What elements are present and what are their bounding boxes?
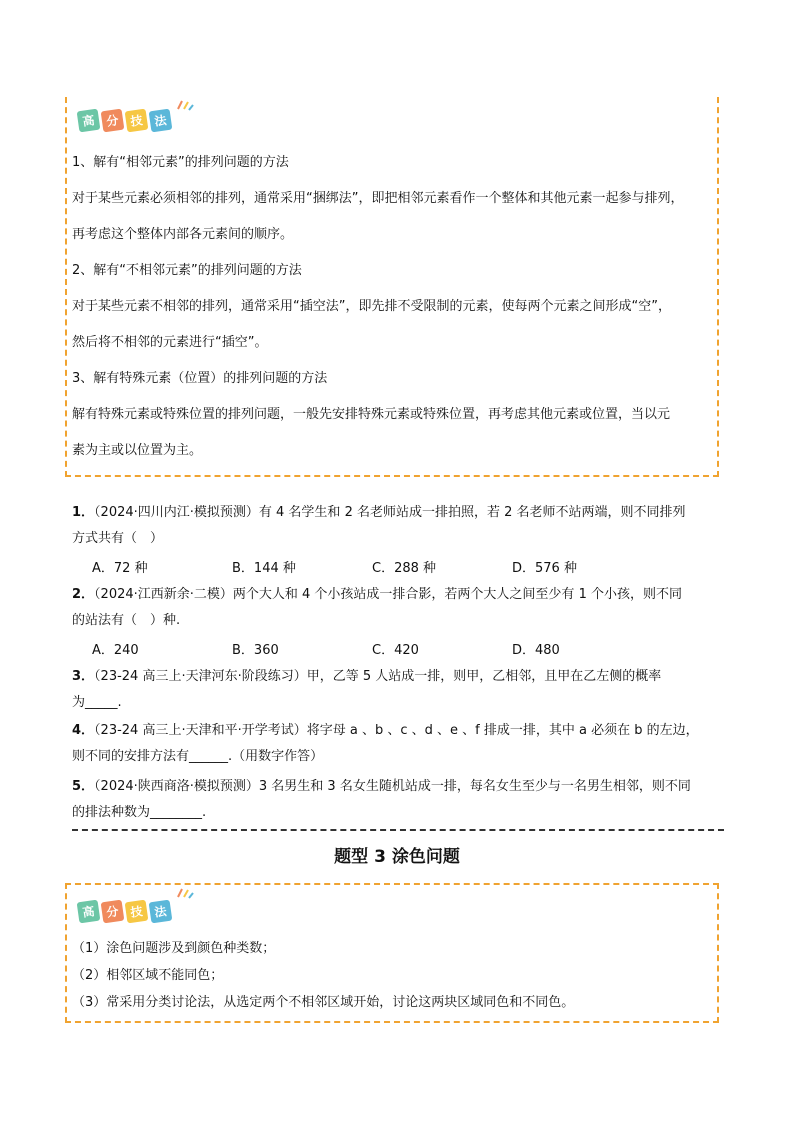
section-title: 题型 3 涂色问题 xyxy=(334,847,460,867)
option-c: C．288 种 xyxy=(372,561,437,576)
badge-tile: 高 xyxy=(77,109,101,133)
question-number: 1． xyxy=(72,505,95,520)
question-3 xyxy=(72,667,722,687)
question-number: 5． xyxy=(72,779,95,794)
question-text: （2024·陕西商洛·模拟预测）3 名男生和 3 名女生随机站成一排，每名女生至少与一名男生相邻，则不同 xyxy=(94,779,691,794)
question-text-cont: 方式共有（ ） xyxy=(72,531,164,546)
method-line: 解有特殊元素或特殊位置的排列问题，一般先安排特殊元素或特殊位置，再考虑其他元素或位置，当以元 xyxy=(72,407,671,422)
question-5 xyxy=(72,777,722,797)
option-a: A．72 种 xyxy=(92,561,148,576)
question-1 xyxy=(72,503,722,523)
badge-tile: 技 xyxy=(125,109,149,133)
question-1-options xyxy=(92,557,652,576)
method-line: （3）常采用分类讨论法，从选定两个不相邻区域开始，讨论这两块区域同色和不同色。 xyxy=(72,995,575,1010)
badge-tile: 分 xyxy=(101,109,125,133)
question-number: 4． xyxy=(72,723,95,738)
question-4 xyxy=(72,721,722,741)
method-line: 素为主或以位置为主。 xyxy=(72,443,203,458)
question-text: （2024·四川内江·模拟预测）有 4 名学生和 2 名老师站成一排拍照，若 2 名老师不站两端，则不同排列 xyxy=(94,505,686,520)
badge-tile: 法 xyxy=(149,900,173,924)
question-text: （2024·江西新余·二模）两个大人和 4 个小孩站成一排合影，若两个大人之间至少有 1 个小孩，则不同 xyxy=(94,587,682,602)
badge-tile: 法 xyxy=(149,109,173,133)
method-line: 对于某些元素必须相邻的排列，通常采用“捆绑法”，即把相邻元素看作一个整体和其他元素一起参与排列， xyxy=(72,191,684,206)
badge-tile: 技 xyxy=(125,900,149,924)
question-number: 2． xyxy=(72,587,95,602)
method-line: 3、解有特殊元素（位置）的排列问题的方法 xyxy=(72,371,328,386)
question-text: （23-24 高三上·天津河东·阶段练习）甲，乙等 5 人站成一排，则甲，乙相邻，且甲在乙左侧的概率 xyxy=(94,669,662,684)
question-number: 3． xyxy=(72,669,95,684)
high-score-badge-1 xyxy=(78,110,171,131)
option-b: B．144 种 xyxy=(232,561,296,576)
option-c: C．420 xyxy=(372,643,419,658)
method-line: 对于某些元素不相邻的排列，通常采用“插空法”，即先排不受限制的元素，使每两个元素之间形成“空”， xyxy=(72,299,671,314)
method-line: （1）涂色问题涉及到颜色种类数； xyxy=(72,941,276,956)
badge-tile: 分 xyxy=(101,900,125,924)
question-2-options xyxy=(92,639,652,658)
question-2 xyxy=(72,585,722,605)
question-text: （23-24 高三上·天津和平·开学考试）将字母 a 、b 、c 、d 、e 、f 排成一排，其中 a 必须在 b 的左边， xyxy=(94,723,699,738)
method-line: 2、解有“不相邻元素”的排列问题的方法 xyxy=(72,263,302,278)
question-text-cont: 的站法有（ ）种. xyxy=(72,613,181,628)
method-line: 再考虑这个整体内部各元素间的顺序。 xyxy=(72,227,294,242)
sparkle-icon xyxy=(176,887,194,899)
option-d: D．576 种 xyxy=(512,561,577,576)
question-text-cont: 则不同的安排方法有______.（用数字作答） xyxy=(72,749,324,764)
option-b: B．360 xyxy=(232,643,279,658)
section-divider xyxy=(72,829,724,831)
question-text-cont: 的排法种数为________. xyxy=(72,805,207,820)
method-line: 然后将不相邻的元素进行“插空”。 xyxy=(72,335,268,350)
option-a: A．240 xyxy=(92,643,139,658)
high-score-badge-2 xyxy=(78,901,171,922)
question-text-cont: 为_____. xyxy=(72,695,122,710)
method-line: （2）相邻区域不能同色； xyxy=(72,968,224,983)
sparkle-icon xyxy=(176,99,194,111)
method-line: 1、解有“相邻元素”的排列问题的方法 xyxy=(72,155,289,170)
option-d: D．480 xyxy=(512,643,560,658)
badge-tile: 高 xyxy=(77,900,101,924)
